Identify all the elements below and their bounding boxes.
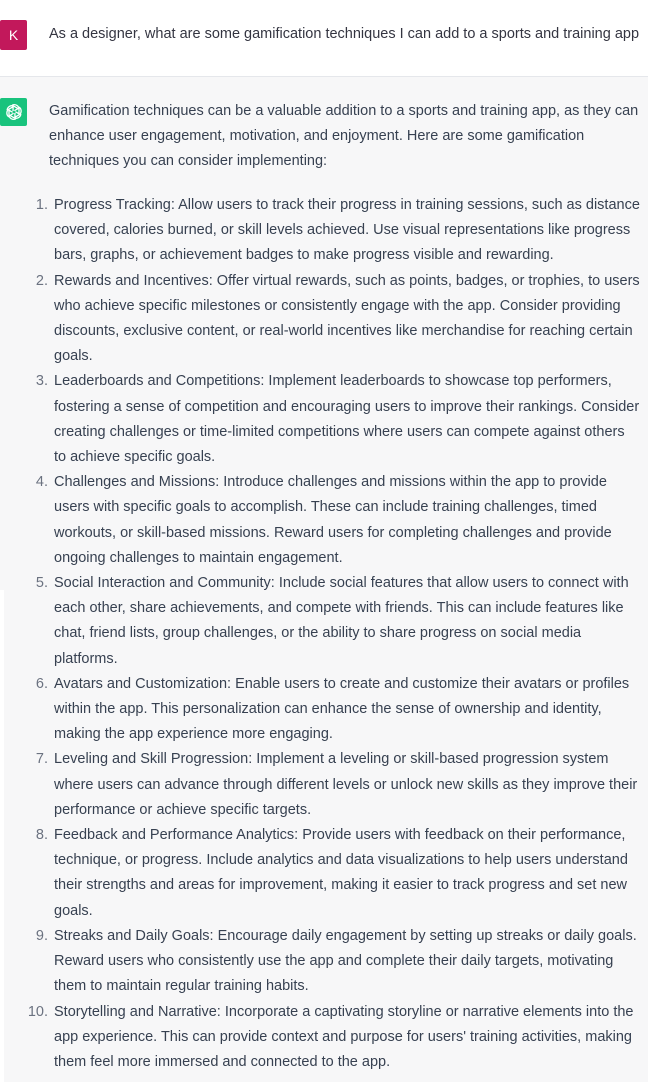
openai-logo-icon [4, 102, 24, 122]
list-item-number: 9. [35, 927, 48, 944]
list-item [0, 369, 648, 470]
list-item-number: 10. [27, 1003, 48, 1020]
list-item [0, 571, 648, 672]
list-item-number: 6. [35, 675, 48, 692]
list-item-number: 3. [35, 373, 48, 390]
list-item-text: Social Interaction and Community: Include social features that allow users to connect with each other, share achievements, and compete with friends. This can include features like chat, friend lists, group challenges, or the ability to share progress on social media platforms. [54, 575, 629, 667]
list-item [0, 747, 648, 823]
list-item-number: 5. [35, 575, 48, 592]
list-item-text: Streaks and Daily Goals: Encourage daily engagement by setting up streaks or daily goals. Reward users who consistently use the app and complete their daily targets, motivating them to maintain regular training habits. [54, 927, 637, 995]
list-item-text: Leaderboards and Competitions: Implement leaderboards to showcase top performers, fostering a sense of competition and encouraging users to improve their rankings. Consider creating challenges or time-limited competitions where users can compete against others to achieve specific goals. [54, 373, 640, 466]
list-item-text: Avatars and Customization: Enable users to create and customize their avatars or profiles within the app. This personalization can enhance the sense of ownership and identity, making the app experience more engaging. [54, 675, 630, 743]
left-edge-strip [0, 590, 4, 1082]
technique-list [0, 193, 648, 1075]
user-message-row [0, 0, 648, 77]
list-item-number: 7. [35, 751, 48, 768]
user-avatar: K [0, 20, 27, 50]
list-item [0, 672, 648, 748]
user-message-text: As a designer, what are some gamification techniques I can add to a sports and training app [49, 26, 640, 42]
assistant-message-row [0, 77, 648, 1082]
list-item [0, 470, 648, 571]
list-item-text: Rewards and Incentives: Offer virtual rewards, such as points, badges, or trophies, to users who achieve specific milestones or consistently engage with the app. Consider providing discounts, exclusive content, or real-world incentives like merchandise for reaching certain goals. [54, 272, 640, 365]
list-item-text: Storytelling and Narrative: Incorporate a captivating storyline or narrative elements into the app experience. This can provide context and purpose for users' training activities, making them feel more immersed and connected to the app. [54, 1003, 634, 1070]
list-item [0, 1000, 648, 1076]
list-item [0, 823, 648, 924]
list-item-number: 4. [35, 474, 48, 491]
assistant-intro: Gamification techniques can be a valuable addition to a sports and training app, as they can enhance user engagement, motivation, and enjoyment. Here are some gamification techniques you can consider implementing: [49, 103, 639, 170]
list-item-number: 8. [35, 827, 48, 844]
list-item-text: Progress Tracking: Allow users to track their progress in training sessions, such as distance covered, calories burned, or skill levels achieved. Use visual representations like progress bars, graphs, or achievement badges to make progress visible and rewarding. [54, 197, 640, 264]
list-item [0, 193, 648, 269]
list-item-text: Feedback and Performance Analytics: Provide users with feedback on their performance, technique, or progress. Include analytics and data visualizations to help users understand their strengths and areas for improvement, making it easier to track progress and set new goals. [54, 827, 628, 919]
list-item-number: 1. [35, 197, 48, 213]
list-item-text: Leveling and Skill Progression: Implement a leveling or skill-based progression system where users can advance through different levels or unlock new skills as they improve their performance or achieve specific targets. [54, 751, 638, 818]
assistant-avatar [0, 98, 27, 126]
list-item-text: Challenges and Missions: Introduce challenges and missions within the app to provide users with specific goals to accomplish. These can include training challenges, timed workouts, or skill-based missions. Reward users for completing challenges and provide ongoing challenges to maintain engagement. [54, 474, 612, 566]
list-item-number: 2. [35, 272, 48, 289]
list-item [0, 269, 648, 370]
list-item [0, 924, 648, 1000]
